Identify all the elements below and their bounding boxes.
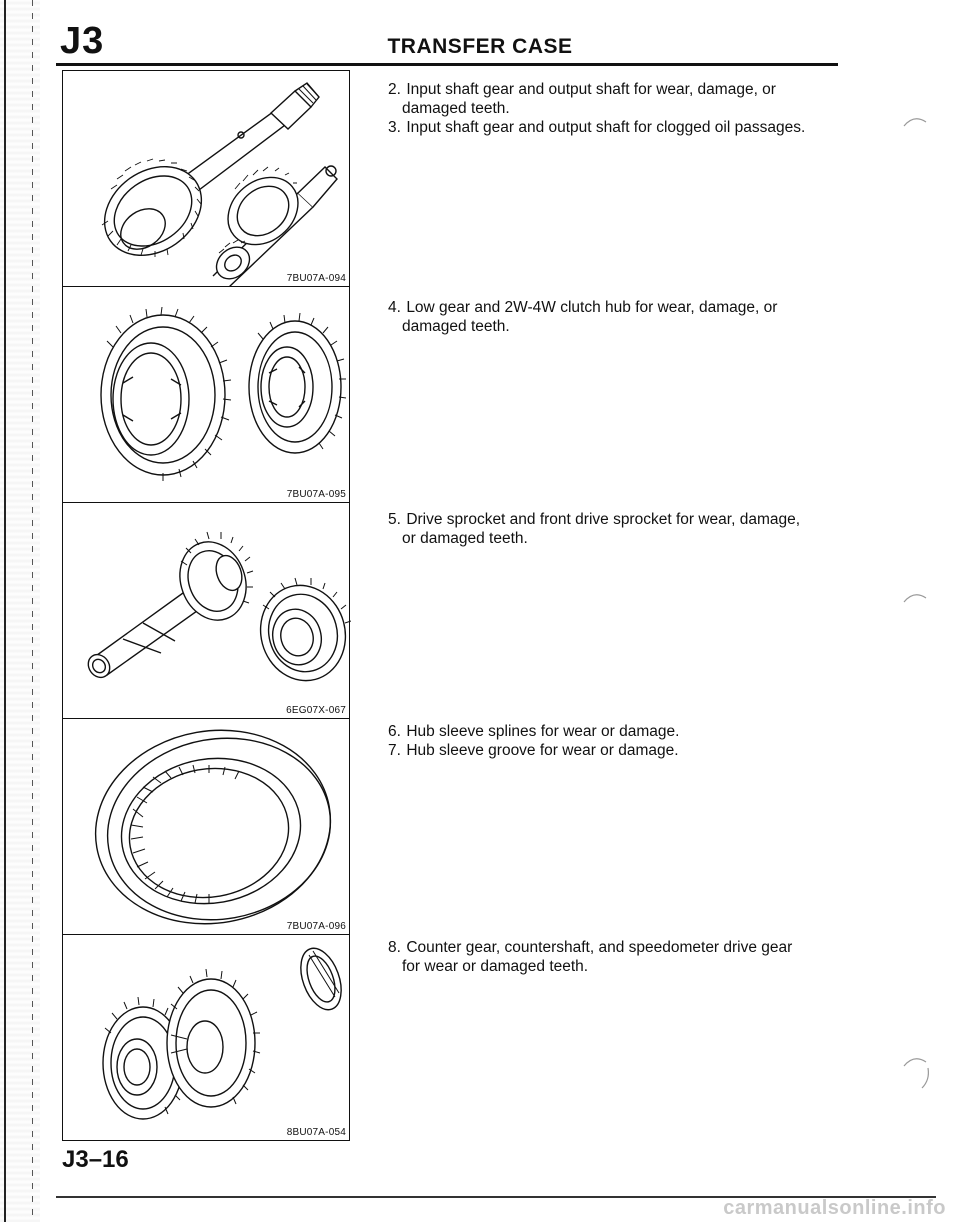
figure-drive-sprockets bbox=[62, 502, 350, 718]
figure-label: 7BU07A-096 bbox=[284, 921, 346, 932]
step-text: Hub sleeve splines for wear or damage. bbox=[406, 723, 680, 740]
step-text: Low gear and 2W-4W clutch hub for wear, damage, or bbox=[406, 299, 778, 316]
step-text: Hub sleeve groove for wear or damage. bbox=[406, 742, 679, 759]
figure-label: 6EG07X-067 bbox=[283, 705, 346, 716]
step-4 bbox=[388, 298, 828, 336]
section-code: J3 bbox=[60, 20, 105, 62]
step-number: 7. bbox=[388, 742, 401, 759]
figure-bottom-rule bbox=[62, 1140, 350, 1141]
hub-sleeve-illustration bbox=[63, 719, 351, 935]
step-3 bbox=[388, 118, 828, 137]
step-text: Input shaft gear and output shaft for clogged oil passages. bbox=[406, 119, 806, 136]
step-5 bbox=[388, 510, 828, 548]
step-number: 3. bbox=[388, 119, 401, 136]
step-text: Drive sprocket and front drive sprocket for wear, damage, bbox=[406, 511, 801, 528]
shaft-illustration bbox=[63, 71, 351, 287]
figure-label: 7BU07A-094 bbox=[284, 273, 346, 284]
step-number: 2. bbox=[388, 81, 401, 98]
step-text-continued: or damaged teeth. bbox=[402, 530, 528, 547]
step-number: 5. bbox=[388, 511, 401, 528]
step-text-continued: for wear or damaged teeth. bbox=[402, 958, 589, 975]
counter-gear-illustration bbox=[63, 935, 351, 1141]
figure-label: 8BU07A-054 bbox=[284, 1127, 346, 1138]
margin-mark bbox=[902, 1052, 932, 1092]
binding-edge bbox=[0, 0, 40, 1222]
watermark: carmanualsonline.info bbox=[723, 1197, 946, 1219]
gear-hub-illustration bbox=[63, 287, 351, 503]
margin-mark bbox=[902, 112, 932, 136]
sprocket-illustration bbox=[63, 503, 351, 719]
figure-label: 7BU07A-095 bbox=[284, 489, 346, 500]
step-number: 8. bbox=[388, 939, 401, 956]
step-text: Counter gear, countershaft, and speedometer drive gear bbox=[406, 939, 793, 956]
step-text: Input shaft gear and output shaft for wear, damage, or bbox=[406, 81, 776, 98]
step-7 bbox=[388, 741, 828, 760]
header-rule bbox=[56, 63, 838, 66]
figure-counter-gear bbox=[62, 934, 350, 1140]
step-number: 4. bbox=[388, 299, 401, 316]
page-title: TRANSFER CASE bbox=[387, 35, 573, 58]
figure-hub-sleeve bbox=[62, 718, 350, 934]
step-6 bbox=[388, 722, 828, 741]
step-number: 6. bbox=[388, 723, 401, 740]
step-text-continued: damaged teeth. bbox=[402, 318, 510, 335]
page-number: J3–16 bbox=[62, 1146, 129, 1173]
margin-mark bbox=[902, 588, 932, 612]
figure-input-output-shaft bbox=[62, 70, 350, 286]
step-2 bbox=[388, 80, 828, 118]
step-8 bbox=[388, 938, 828, 976]
figure-low-gear-clutch-hub bbox=[62, 286, 350, 502]
step-text-continued: damaged teeth. bbox=[402, 100, 510, 117]
